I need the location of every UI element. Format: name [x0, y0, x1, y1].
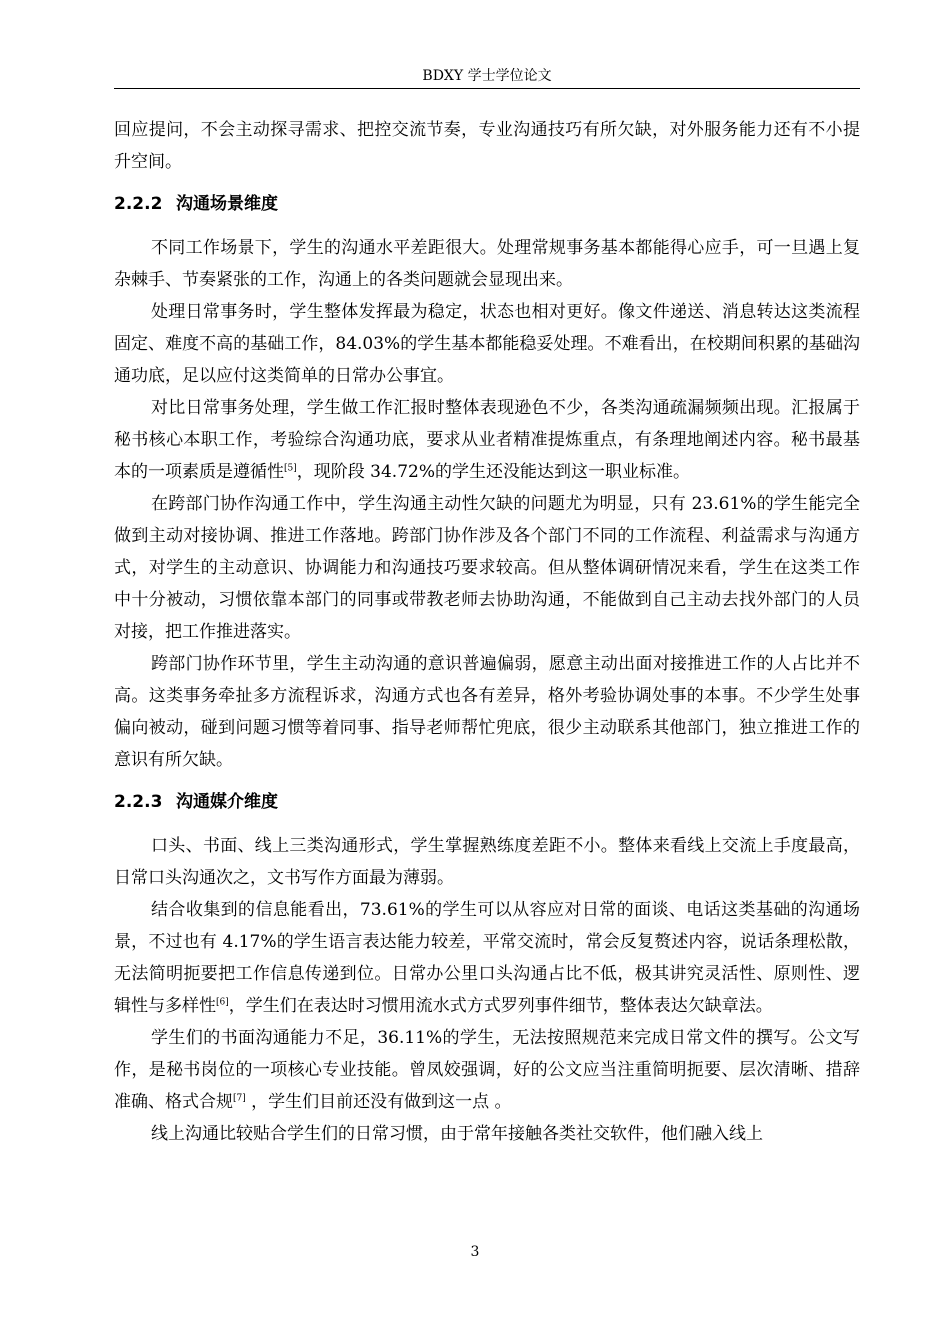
paragraph-text: 学生们的书面沟通能力不足，36.11%的学生，无法按照规范来完成日常文件的撰写。公文写作，是秘书岗位的一项核心专业技能。曾凤姣强调，好的公文应当注重简明扼要、层次清晰、措辞准确、格式合规	[114, 1028, 860, 1112]
paragraph: 跨部门协作环节里，学生主动沟通的意识普遍偏弱，愿意主动出面对接推进工作的人占比并不高。这类事务牵扯多方流程诉求，沟通方式也各有差异，格外考验协调处事的本事。不少学生处事偏向被动，碰到问题习惯等着同事、指导老师帮忙兜底，很少主动联系其他部门，独立推进工作的意识有所欠缺。	[114, 654, 860, 770]
section-number: 2.2.2	[114, 194, 163, 214]
section-heading-2-2-3	[114, 776, 860, 830]
paragraph: 口头、书面、线上三类沟通形式，学生掌握熟练度差距不小。整体来看线上交流上手度最高，日常口头沟通次之，文书写作方面最为薄弱。	[114, 836, 860, 888]
paragraph-text: ，学生们在表达时习惯用流水式方式罗列事件细节，整体表达欠缺章法。	[228, 996, 773, 1016]
paragraph: 回应提问，不会主动探寻需求、把控交流节奏，专业沟通技巧有所欠缺，对外服务能力还有不小提升空间。	[114, 120, 860, 172]
paragraph: 在跨部门协作沟通工作中，学生沟通主动性欠缺的问题尤为明显，只有 23.61%的学生能完全做到主动对接协调、推进工作落地。跨部门协作涉及各个部门不同的工作流程、利益需求与沟通方式，对学生的主动意识、协调能力和沟通技巧要求较高。但从整体调研情况来看，学生在这类工作中十分被动，习惯依靠本部门的同事或带教老师去协助沟通，不能做到自己主动去找外部门的人员对接，把工作推进落实。	[114, 494, 860, 642]
document-body	[114, 114, 860, 1150]
citation-ref: [6]	[216, 997, 229, 1008]
page-header	[114, 66, 860, 89]
paragraph: 线上沟通比较贴合学生们的日常习惯，由于常年接触各类社交软件，他们融入线上	[151, 1124, 763, 1144]
paragraph	[114, 1022, 860, 1118]
section-number: 2.2.3	[114, 792, 163, 812]
section-title: 沟通媒介维度	[176, 792, 278, 812]
section-heading-2-2-2	[114, 178, 860, 232]
paragraph-text: ，现阶段 34.72%的学生还没能达到这一职业标准。	[296, 462, 690, 482]
citation-ref: [5]	[284, 463, 297, 474]
paragraph-text: 结合收集到的信息能看出，73.61%的学生可以从容应对日常的面谈、电话这类基础的沟通场景，不过也有 4.17%的学生语言表达能力较差，平常交流时，常会反复赘述内容，说话条理松散，无法简明扼要把工作信息传递到位。日常办公里口头沟通占比不低，极其讲究灵活性、原则性、逻辑性与多样性	[114, 900, 860, 1016]
paragraph: 不同工作场景下，学生的沟通水平差距很大。处理常规事务基本都能得心应手，可一旦遇上复杂棘手、节奏紧张的工作，沟通上的各类问题就会显现出来。	[114, 238, 860, 290]
citation-ref: [7]	[233, 1093, 246, 1104]
section-title: 沟通场景维度	[176, 194, 278, 214]
page-number: 3	[470, 1244, 480, 1260]
paragraph: 处理日常事务时，学生整体发挥最为稳定，状态也相对更好。像文件递送、消息转达这类流程固定、难度不高的基础工作，84.03%的学生基本都能稳妥处理。不难看出，在校期间积累的基础沟通功底，足以应付这类简单的日常办公事宜。	[114, 302, 860, 386]
paragraph-text: ，学生们目前还没有做到这一点 。	[245, 1092, 512, 1112]
paragraph-text: 对比日常事务处理，学生做工作汇报时整体表现逊色不少，各类沟通疏漏频频出现。汇报属于秘书核心本职工作，考验综合沟通功底，要求从业者精准提炼重点，有条理地阐述内容。秘书最基本的一项素质是遵循性	[114, 398, 860, 482]
paragraph	[114, 392, 860, 488]
paragraph	[114, 894, 860, 1022]
header-title: BDXY 学士学位论文	[422, 68, 552, 84]
